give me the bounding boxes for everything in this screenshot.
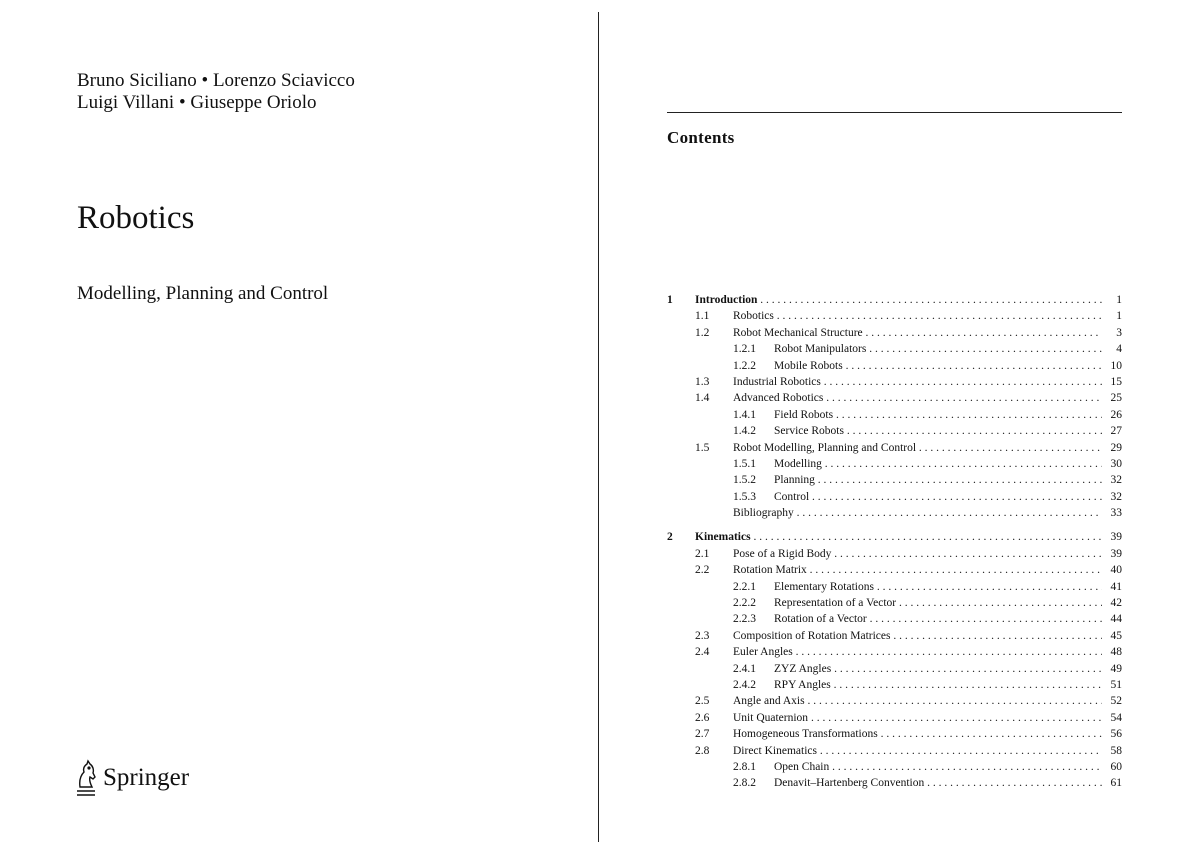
toc-row: [667, 628, 1122, 644]
toc-row: [667, 743, 1122, 759]
toc-row: [667, 440, 1122, 456]
toc-row: [667, 308, 1122, 324]
toc-page-number: 56: [1110, 728, 1122, 741]
toc-page-number: 45: [1110, 629, 1122, 642]
toc-page-number: 39: [1110, 547, 1122, 560]
toc-row: [667, 759, 1122, 775]
toc-row: [667, 677, 1122, 693]
toc-number: 2.4.1: [733, 662, 756, 675]
toc-page-number: 32: [1110, 474, 1122, 487]
contents-heading: Contents: [667, 128, 735, 147]
toc-number: 1.4: [695, 392, 710, 405]
toc-title: ZYZ Angles . . .: [774, 661, 1102, 677]
authors: [77, 70, 355, 114]
toc-number: 1.1: [695, 310, 710, 323]
toc-number: 2.5: [695, 695, 710, 708]
toc-number: 1.5.3: [733, 490, 756, 503]
toc-title: Introduction . . .: [695, 292, 1102, 308]
toc-row: [667, 325, 1122, 341]
toc-title: Industrial Robotics . . .: [733, 374, 1102, 390]
toc-title: Robot Mechanical Structure . . .: [733, 325, 1102, 341]
toc-row: [667, 611, 1122, 627]
toc-title: Field Robots . . .: [774, 407, 1102, 423]
toc-page-number: 61: [1110, 777, 1122, 790]
toc-number: 1.5.1: [733, 457, 756, 470]
toc-title: RPY Angles . . .: [774, 677, 1102, 693]
toc-number: 1.2.1: [733, 343, 756, 356]
toc-number: 1: [667, 294, 673, 306]
toc-page-number: 10: [1110, 359, 1122, 372]
toc-page-number: 40: [1110, 564, 1122, 577]
toc-number: 2.8.2: [733, 777, 756, 790]
toc-number: 1.3: [695, 375, 710, 388]
toc-title: Unit Quaternion . . .: [733, 710, 1102, 726]
toc-number: 2.8.1: [733, 760, 756, 773]
toc-page-number: 39: [1110, 531, 1122, 544]
toc-title: Denavit–Hartenberg Convention . . .: [774, 775, 1102, 791]
toc-page-number: 1: [1116, 310, 1122, 323]
publisher: [75, 758, 189, 798]
toc-number: 2.8: [695, 744, 710, 757]
toc-title: Kinematics . . .: [695, 529, 1102, 545]
toc-page-number: 27: [1110, 425, 1122, 438]
toc-row: [667, 456, 1122, 472]
toc-number: 2.2.2: [733, 597, 756, 610]
toc-page-number: 41: [1110, 580, 1122, 593]
authors-line-2: Luigi Villani • Giuseppe Oriolo: [77, 92, 317, 113]
toc-title: Open Chain . . .: [774, 759, 1102, 775]
toc-title: Robotics . . .: [733, 308, 1102, 324]
toc-number: 2.6: [695, 711, 710, 724]
toc-row: [667, 374, 1122, 390]
left-page: [0, 0, 598, 849]
toc-row: [667, 595, 1122, 611]
toc-row: [667, 693, 1122, 709]
toc-number: 2.2.1: [733, 580, 756, 593]
toc-page-number: 54: [1110, 711, 1122, 724]
book-subtitle: Modelling, Planning and Control: [77, 283, 329, 304]
toc-page-number: 42: [1110, 597, 1122, 610]
toc-page-number: 3: [1116, 326, 1122, 339]
toc-title: Rotation of a Vector . . .: [774, 611, 1102, 627]
toc-page-number: 15: [1110, 375, 1122, 388]
toc-title: Representation of a Vector . . .: [774, 595, 1102, 611]
toc-row: [667, 423, 1122, 439]
toc-row: [667, 341, 1122, 357]
toc-title: Planning . . .: [774, 472, 1102, 488]
toc-page-number: 33: [1110, 507, 1122, 520]
toc-number: 2.4: [695, 646, 710, 659]
toc-title: Composition of Rotation Matrices . . .: [733, 628, 1102, 644]
toc-row: [667, 710, 1122, 726]
toc-title: Pose of a Rigid Body . . .: [733, 546, 1102, 562]
toc-page-number: 58: [1110, 744, 1122, 757]
toc-row: [667, 726, 1122, 742]
toc-row: [667, 775, 1122, 791]
toc-chapter-row: [667, 529, 1122, 545]
toc-page-number: 51: [1110, 678, 1122, 691]
toc-title: Homogeneous Transformations . . .: [733, 726, 1102, 742]
toc-number: 1.5: [695, 441, 710, 454]
toc-page-number: 48: [1110, 646, 1122, 659]
toc-page-number: 32: [1110, 490, 1122, 503]
toc-row: [667, 546, 1122, 562]
toc-title: Mobile Robots . . .: [774, 358, 1102, 374]
toc-number: 1.5.2: [733, 474, 756, 487]
toc-number: 1.2: [695, 326, 710, 339]
toc-row: [667, 661, 1122, 677]
page-spine: [598, 12, 599, 842]
toc-title: Rotation Matrix . . .: [733, 562, 1102, 578]
toc-title: Robot Manipulators . . .: [774, 341, 1102, 357]
toc-page-number: 49: [1110, 662, 1122, 675]
toc-number: 2.4.2: [733, 678, 756, 691]
toc-row: [667, 390, 1122, 406]
toc-title: Modelling . . .: [774, 456, 1102, 472]
toc-title: Elementary Rotations . . .: [774, 579, 1102, 595]
toc-number: 1.4.2: [733, 425, 756, 438]
toc-row: [667, 579, 1122, 595]
toc-title: Service Robots . . .: [774, 423, 1102, 439]
toc-number: 1.4.1: [733, 408, 756, 421]
book-title: Robotics: [77, 200, 195, 236]
toc-row: [667, 358, 1122, 374]
toc-number: 2.3: [695, 629, 710, 642]
toc-title: Bibliography . . .: [733, 505, 1102, 521]
header-rule: [667, 112, 1122, 113]
toc-page-number: 4: [1116, 343, 1122, 356]
authors-line-1: Bruno Siciliano • Lorenzo Sciavicco: [77, 70, 355, 91]
toc-page-number: 30: [1110, 457, 1122, 470]
toc-row: [667, 505, 1122, 521]
toc-chapter-row: [667, 292, 1122, 308]
toc-title: Direct Kinematics . . .: [733, 743, 1102, 759]
toc-number: 2.7: [695, 728, 710, 741]
toc-page-number: 44: [1110, 613, 1122, 626]
toc-page-number: 29: [1110, 441, 1122, 454]
springer-horse-icon: [75, 758, 97, 798]
toc-row: [667, 644, 1122, 660]
toc-title: Advanced Robotics . . .: [733, 390, 1102, 406]
toc-number: 1.2.2: [733, 359, 756, 372]
toc-row: [667, 562, 1122, 578]
toc-number: 2: [667, 531, 673, 544]
toc-number: 2.1: [695, 547, 710, 560]
toc-title: Robot Modelling, Planning and Control . . .: [733, 440, 1102, 456]
toc-page-number: 60: [1110, 760, 1122, 773]
toc-page-number: 1: [1116, 294, 1122, 306]
toc-title: Angle and Axis . . .: [733, 693, 1102, 709]
toc-title: Control . . .: [774, 489, 1102, 505]
toc-title: Euler Angles . . .: [733, 644, 1102, 660]
table-of-contents: [667, 292, 1122, 792]
publisher-name: Springer: [103, 764, 190, 791]
toc-page-number: 25: [1110, 392, 1122, 405]
toc-number: 2.2.3: [733, 613, 756, 626]
toc-row: [667, 489, 1122, 505]
toc-row: [667, 472, 1122, 488]
toc-row: [667, 407, 1122, 423]
toc-page-number: 26: [1110, 408, 1122, 421]
toc-page-number: 52: [1110, 695, 1122, 708]
toc-number: 2.2: [695, 564, 710, 577]
